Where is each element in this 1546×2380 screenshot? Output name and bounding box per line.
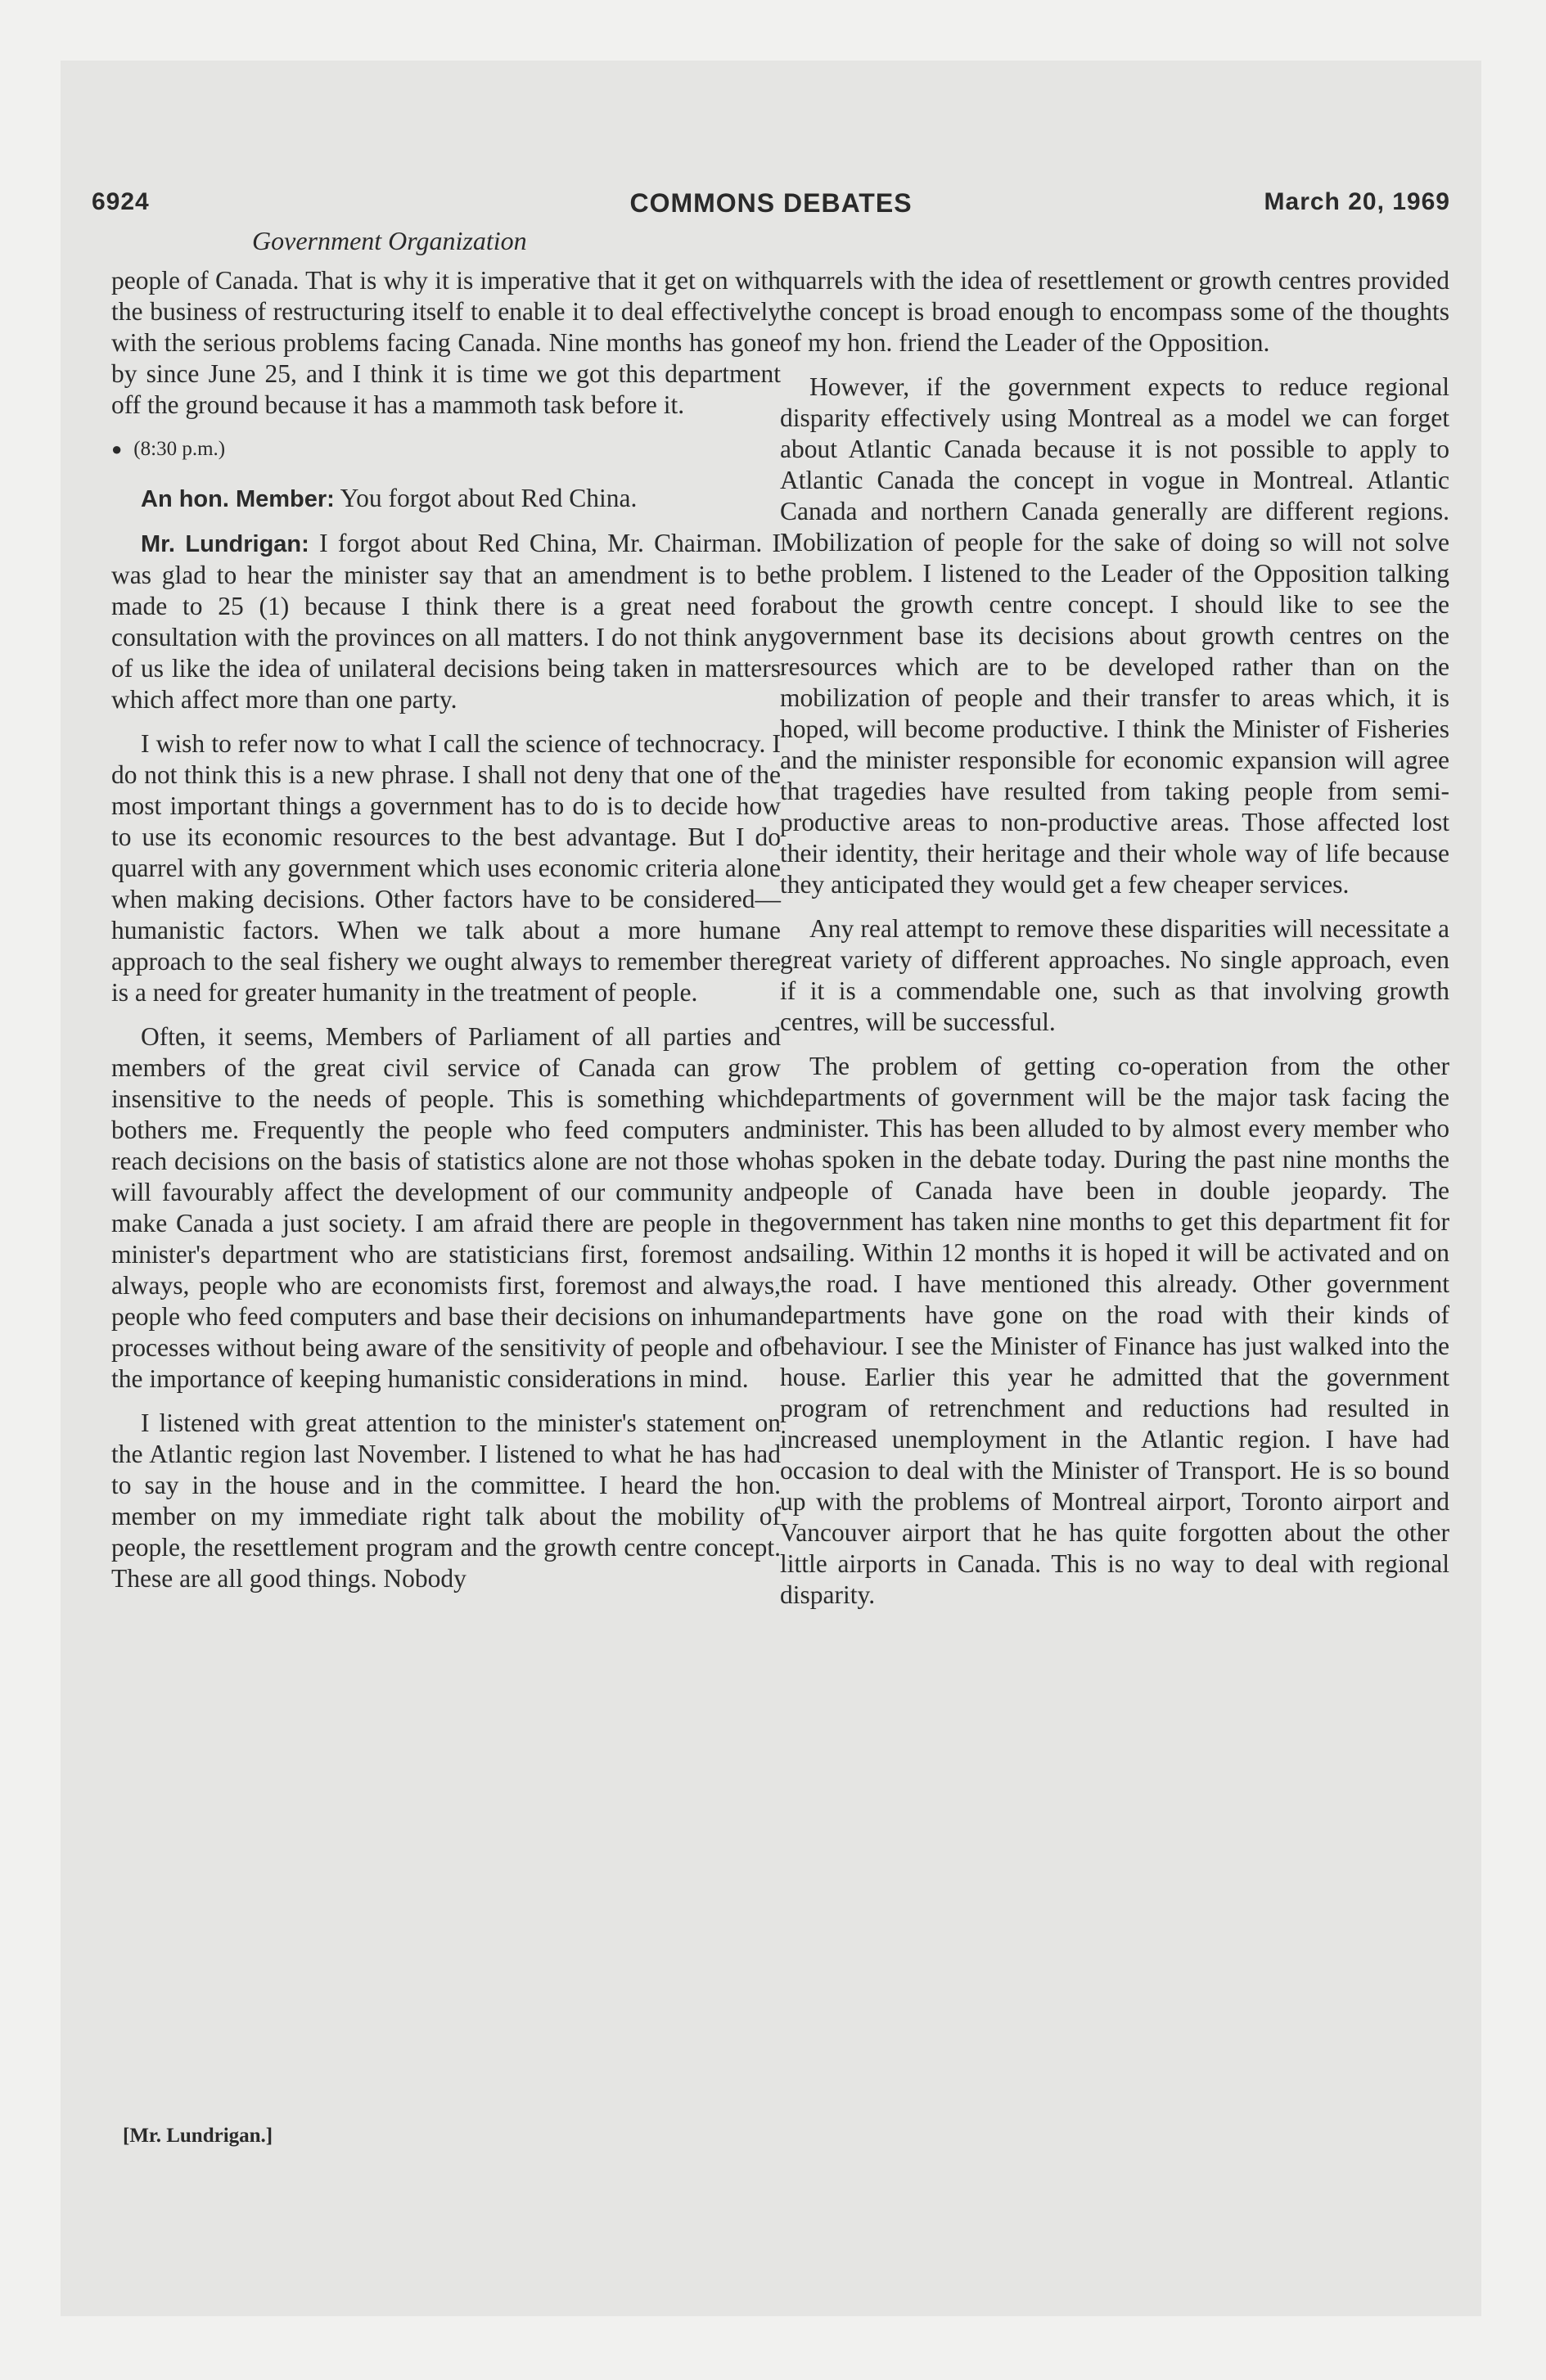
- publication-title: COMMONS DEBATES: [629, 188, 913, 218]
- section-title: Government Organization: [252, 226, 527, 255]
- footer-speaker-tag: [Mr. Lundrigan.]: [123, 2125, 273, 2147]
- paragraph: However, if the government expects to reduce regional disparity effectively using Montreal as a model we can forget about Atlantic Canada because it is not possible to apply to Atlantic Canada the concept in vogue in Montreal. Atlantic Canada and northern Canada generally are different regions. Mobilization of people for the sake of doing so will not solve the problem. I listened to the Leader of the Opposition talking about the growth centre concept. I should like to see the government base its decisions about growth centres on the resources which are to be developed rather than on the mobilization of people and their transfer to areas which, it is hoped, will become productive. I think the Minister of Fisheries and the minister responsible for economic expansion will agree that tragedies have resulted from taking people from semi-productive areas to non-productive areas. Those affected lost their identity, their heritage and their whole way of life because they anticipated they would get a few cheaper services.: [780, 372, 1449, 899]
- paragraph: [111, 483, 781, 515]
- speaker-name: Mr. Lundrigan:: [141, 531, 309, 557]
- page-header: [92, 188, 1450, 228]
- page-number: 6924: [92, 188, 150, 215]
- paragraph: The problem of getting co-operation from the other departments of government will be the major task facing the minister. This has been alluded to by almost every member who has spoken in the debate today. During the past nine months the people of Canada have been in double jeopardy. The government has taken nine months to get this department fit for sailing. Within 12 months it is hoped it will be activated and on the road. I have mentioned this already. Other government departments have gone on the road with their kinds of behaviour. I see the Minister of Finance has just walked into the house. Earlier this year he admitted that the government program of retrenchment and reductions had resulted in increased unemployment in the Atlantic region. I have had occasion to deal with the Minister of Transport. He is so bound up with the problems of Montreal airport, Toronto airport and Vancouver airport that he has quite forgotten about the other little airports in Canada. This is no way to deal with regional disparity.: [780, 1052, 1449, 1609]
- time-note: [111, 434, 781, 465]
- left-column: [111, 265, 781, 1607]
- paragraph: [111, 528, 781, 715]
- speech-text: I forgot about Red China, Mr. Chairman. I was glad to hear the minister say that an amendment is to be made to 25 (1) because I think there is a great need for consultation with the provinces on all matters. I do not think any of us like the idea of unilateral decisions being taken in matters which affect more than one party.: [111, 529, 781, 714]
- paragraph: quarrels with the idea of resettlement or growth centres provided the concept is broad enough to encompass some of the thoughts of my hon. friend the Leader of the Opposition.: [780, 266, 1449, 357]
- bullet-icon: ●: [111, 439, 123, 459]
- paragraph: I listened with great attention to the minister's statement on the Atlantic region last November. I listened to what he has had to say in the house and in the committee. I heard the hon. member on my immediate right talk about the mobility of people, the resettlement program and the growth centre concept. These are all good things. Nobody: [111, 1409, 781, 1593]
- right-column: [780, 265, 1449, 1624]
- paragraph: people of Canada. That is why it is imperative that it get on with the business of restructuring itself to enable it to deal effectively with the serious problems facing Canada. Nine months has gone by since June 25, and I think it is time we got this department off the ground because it has a mammoth task before it.: [111, 266, 781, 419]
- speaker-name: An hon. Member:: [141, 486, 335, 512]
- paragraph: Often, it seems, Members of Parliament of all parties and members of the great civil service of Canada can grow insensitive to the needs of people. This is something which bothers me. Frequently the people who feed computers and reach decisions on the basis of statistics alone are not those who will favourably affect the development of our community and make Canada a just society. I am afraid there are people in the minister's department who are statisticians first, foremost and always, people who are economists first, foremost and always, people who feed computers and base their decisions on inhuman processes without being aware of the sensitivity of people and of the importance of keeping humanistic considerations in mind.: [111, 1022, 781, 1393]
- paragraph: Any real attempt to remove these disparities will necessitate a great variety of different approaches. No single approach, even if it is a commendable one, such as that involving growth centres, will be successful.: [780, 914, 1449, 1036]
- page-date: March 20, 1969: [1264, 188, 1450, 215]
- paragraph: I wish to refer now to what I call the science of technocracy. I do not think this is a new phrase. I shall not deny that one of the most important things a government has to do is to decide how to use its economic resources to the best advantage. But I do quarrel with any government which uses economic criteria alone when making decisions. Other factors have to be considered—humanistic factors. When we talk about a more humane approach to the seal fishery we ought always to remember there is a need for greater humanity in the treatment of people.: [111, 729, 781, 1007]
- time-stamp: (8:30 p.m.): [133, 438, 226, 460]
- speech-text: You forgot about Red China.: [340, 484, 638, 512]
